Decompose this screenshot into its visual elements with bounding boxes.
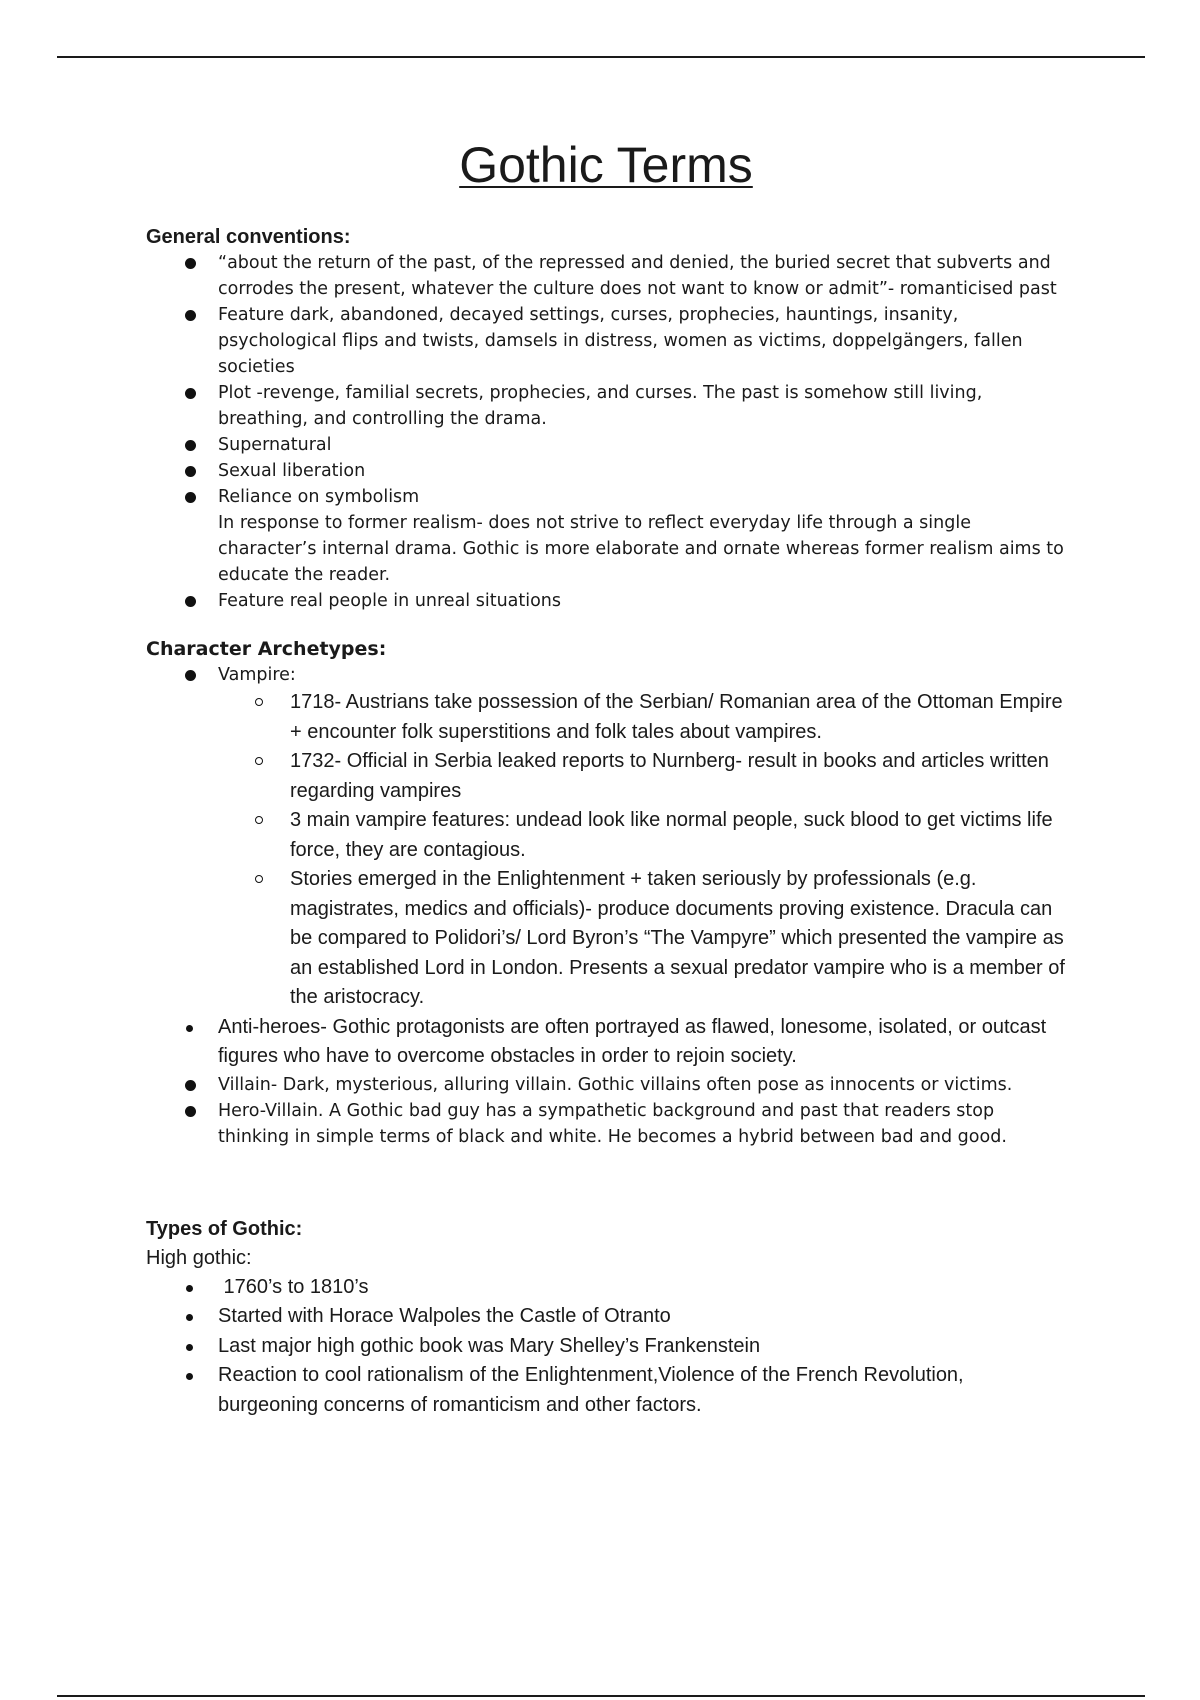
symbolism-label: Reliance on symbolism <box>218 487 420 507</box>
list-item-vampire <box>146 662 1066 1013</box>
high-gothic-subheading: High gothic: <box>146 1246 252 1269</box>
sub-list-item: Stories emerged in the Enlightenment + taken seriously by professionals (e.g. magistrates, medics and officials)- produce documents proving existence. Dracula can be compared to Polidori’s/ Lord Byron’s “The Vampyre” which presented the vampire as an established Lord in London. Presents a sexual predator vampire who is a member of the aristocracy. <box>218 865 1066 1013</box>
list-item-anti-heroes: Anti-heroes- Gothic protagonists are often portrayed as flawed, lonesome, isolated, or outcast figures who have to overcome obstacles in order to rejoin society. <box>146 1013 1066 1072</box>
vampire-label: Vampire: <box>218 665 296 685</box>
list-item-symbolism <box>146 484 1066 588</box>
list-item-villain: Villain- Dark, mysterious, alluring villain. Gothic villains often pose as innocents or victims. <box>146 1072 1066 1098</box>
types-of-gothic-section <box>146 1214 1066 1421</box>
list-item: Supernatural <box>146 432 1066 458</box>
bottom-rule <box>57 1695 1145 1697</box>
types-of-gothic-heading: Types of Gothic: <box>146 1217 303 1240</box>
character-archetypes-section <box>146 636 1066 1150</box>
sub-list-item: 3 main vampire features: undead look like normal people, suck blood to get victims life force, they are contagious. <box>218 806 1066 865</box>
character-archetypes-heading: Character Archetypes: <box>146 638 387 660</box>
archetypes-list <box>146 662 1066 1150</box>
list-item: Started with Horace Walpoles the Castle of Otranto <box>146 1302 1066 1332</box>
list-item: Sexual liberation <box>146 458 1066 484</box>
list-item: Feature real people in unreal situations <box>146 588 1066 614</box>
list-item: Reaction to cool rationalism of the Enlightenment,Violence of the French Revolution, burgeoning concerns of romanticism and other factors. <box>146 1361 1066 1420</box>
sub-list-item: 1718- Austrians take possession of the Serbian/ Romanian area of the Ottoman Empire + encounter folk superstitions and folk tales about vampires. <box>218 688 1066 747</box>
top-rule <box>57 56 1145 58</box>
list-item: Plot -revenge, familial secrets, prophecies, and curses. The past is somehow still living, breathing, and controlling the drama. <box>146 380 1066 432</box>
list-item: Feature dark, abandoned, decayed settings, curses, prophecies, hauntings, insanity, psychological flips and twists, damsels in distress, women as victims, doppelgängers, fallen societies <box>146 302 1066 380</box>
list-item: “about the return of the past, of the repressed and denied, the buried secret that subverts and corrodes the present, whatever the culture does not want to know or admit”- romanticised past <box>146 250 1066 302</box>
list-item: 1760’s to 1810’s <box>146 1273 1066 1303</box>
symbolism-note: In response to former realism- does not strive to reflect everyday life through a single character’s internal drama. Gothic is more elaborate and ornate whereas former realism aims to educate the reader. <box>218 513 1064 585</box>
list-item: Last major high gothic book was Mary Shelley’s Frankenstein <box>146 1332 1066 1362</box>
vampire-sublist <box>218 688 1066 1013</box>
list-item-hero-villain: Hero-Villain. A Gothic bad guy has a sympathetic background and past that readers stop thinking in simple terms of black and white. He becomes a hybrid between bad and good. <box>146 1098 1066 1150</box>
sub-list-item: 1732- Official in Serbia leaked reports to Nurnberg- result in books and articles written regarding vampires <box>218 747 1066 806</box>
general-conventions-heading: General conventions: <box>146 226 351 248</box>
general-conventions-section <box>146 224 1066 614</box>
general-conventions-list <box>146 250 1066 614</box>
document-body <box>146 137 1066 1442</box>
page-title: Gothic Terms <box>459 137 753 193</box>
high-gothic-list <box>146 1273 1066 1421</box>
